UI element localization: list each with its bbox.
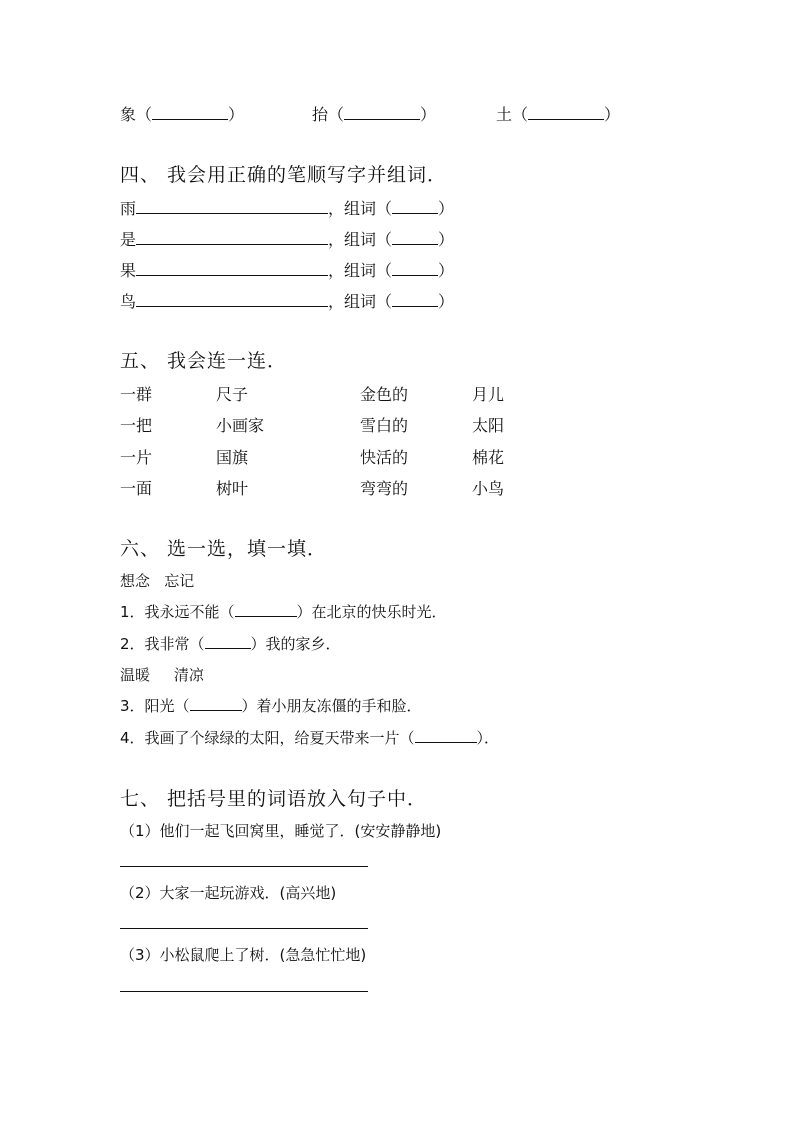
writing-line[interactable]: [136, 263, 328, 276]
section6-heading: 六、 选一选，填一填．: [120, 538, 328, 560]
answer-blank[interactable]: [190, 698, 242, 711]
writing-line[interactable]: [136, 232, 328, 245]
top-item-char: 抬: [312, 105, 329, 124]
answer-blank[interactable]: [392, 232, 438, 245]
match-item[interactable]: 一片: [120, 448, 153, 467]
answer-line[interactable]: [120, 991, 368, 992]
match-item[interactable]: 棉花: [472, 448, 505, 467]
match-item[interactable]: 小画家: [216, 416, 265, 435]
answer-line[interactable]: [120, 928, 368, 929]
section4-row: 雨 ，组词（ ）: [120, 199, 455, 218]
match-item[interactable]: 雪白的: [360, 416, 409, 435]
section5-heading: 五、 我会连一连．: [120, 350, 288, 372]
writing-line[interactable]: [136, 201, 328, 214]
section4-heading: 四、 我会用正确的笔顺写字并组词．: [120, 164, 448, 186]
question-3: 3．阳光（ ）着小朋友冻僵的手和脸．: [120, 697, 422, 715]
top-item-char: 土: [496, 105, 513, 124]
match-item[interactable]: 快活的: [360, 448, 409, 467]
match-item[interactable]: 一群: [120, 385, 153, 404]
word-choices-1: 想念 忘记: [120, 572, 195, 590]
match-item[interactable]: 国旗: [216, 448, 249, 467]
answer-blank[interactable]: [528, 107, 604, 120]
question-1: 1．我永远不能（ ）在北京的快乐时光．: [120, 603, 447, 621]
answer-blank[interactable]: [415, 730, 477, 743]
match-item[interactable]: 树叶: [216, 479, 249, 498]
match-item[interactable]: 一面: [120, 479, 153, 498]
section4-row: 鸟 ，组词（ ）: [120, 292, 455, 311]
match-item[interactable]: 月儿: [472, 385, 505, 404]
sentence-item: （3）小松鼠爬上了树．(急急忙忙地): [120, 946, 367, 964]
top-item-3: 土（ ）: [496, 105, 621, 124]
section4-row: 是 ，组词（ ）: [120, 230, 455, 249]
top-item-2: 抬（ ）: [312, 105, 437, 124]
answer-blank[interactable]: [205, 636, 251, 649]
answer-blank[interactable]: [392, 263, 438, 276]
answer-blank[interactable]: [235, 604, 297, 617]
top-item-1: 象（ ）: [120, 105, 245, 124]
writing-line[interactable]: [136, 294, 328, 307]
section4-row: 果 ，组词（ ）: [120, 261, 455, 280]
sentence-item: （1）他们一起飞回窝里，睡觉了．(安安静静地): [120, 822, 442, 840]
answer-line[interactable]: [120, 866, 368, 867]
answer-blank[interactable]: [392, 294, 438, 307]
match-item[interactable]: 弯弯的: [360, 479, 409, 498]
match-item[interactable]: 一把: [120, 416, 153, 435]
answer-blank[interactable]: [344, 107, 420, 120]
section7-heading: 七、 把括号里的词语放入句子中．: [120, 788, 428, 810]
match-item[interactable]: 太阳: [472, 416, 505, 435]
answer-blank[interactable]: [392, 201, 438, 214]
sentence-item: （2）大家一起玩游戏．(高兴地): [120, 884, 337, 902]
top-item-char: 象: [120, 105, 137, 124]
match-item[interactable]: 金色的: [360, 385, 409, 404]
answer-blank[interactable]: [152, 107, 228, 120]
match-item[interactable]: 小鸟: [472, 479, 505, 498]
match-item[interactable]: 尺子: [216, 385, 249, 404]
question-4: 4．我画了个绿绿的太阳，给夏天带来一片（ ）．: [120, 729, 500, 747]
question-2: 2．我非常（ ）我的家乡．: [120, 635, 341, 653]
word-choices-2: 温暖 清凉: [120, 666, 204, 684]
